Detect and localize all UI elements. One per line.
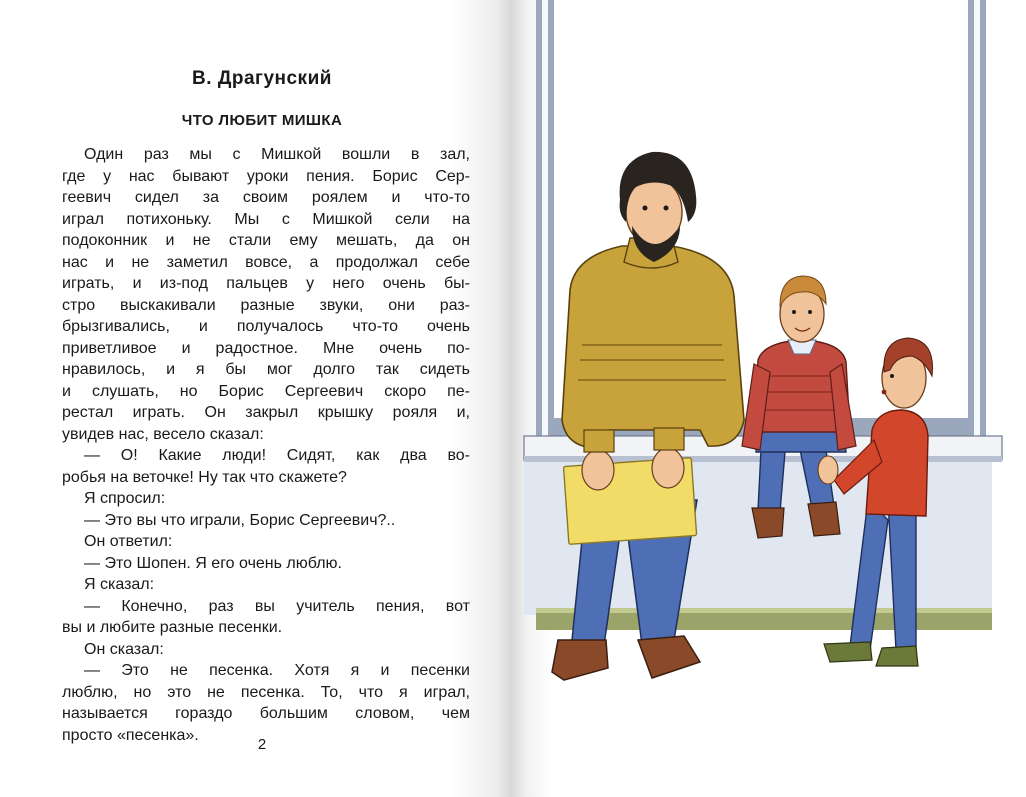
- teacher-sweater: [562, 246, 744, 448]
- text-line: нравилось, и я бы мог долго так сидеть: [62, 361, 470, 378]
- text-line: Он ответил:: [84, 533, 173, 550]
- teacher-hand-right: [652, 448, 684, 488]
- standing-boy-mouth: [882, 390, 887, 395]
- text-line: Один раз мы с Мишкой вошли в зал,: [84, 146, 470, 163]
- text-line: — Это Шопен. Я его очень люблю.: [84, 554, 342, 572]
- text-line: Я сказал:: [84, 576, 155, 593]
- text-line: брызгивались, и получалось что-то очень: [62, 318, 470, 335]
- text-line: где у нас бывают уроки пения. Борис Сер-: [62, 167, 470, 185]
- teacher-hand-left: [582, 450, 614, 490]
- text-line: геевич сидел за своим роялем и что-то: [62, 189, 470, 206]
- teacher-cuff-right: [654, 428, 684, 450]
- text-line: рестал играть. Он закрыл крышку рояля и,: [62, 404, 470, 421]
- text-line: Я спросил:: [84, 490, 166, 507]
- story-title: ЧТО ЛЮБИТ МИШКА: [181, 112, 343, 129]
- text-line: увидев нас, весело сказал:: [62, 425, 264, 443]
- window-frame-left-highlight: [542, 0, 548, 440]
- right-page: [512, 0, 1026, 797]
- page-number: 2: [257, 736, 267, 753]
- teacher-eye-left: [643, 206, 648, 211]
- text-line: и слушать, но Борис Сергеевич скоро пе-: [62, 382, 470, 400]
- text-line: — Конечно, раз вы учитель пения, вот: [84, 597, 470, 615]
- text-line: играть, и из-под пальцев у него очень бы-: [62, 275, 470, 292]
- text-line: — Это не песенка. Хотя я и песенки: [84, 662, 470, 679]
- standing-boy-eye: [890, 374, 894, 378]
- sitting-boy-shoe-right: [808, 502, 840, 536]
- sitting-boy-shoe-left: [752, 508, 784, 538]
- story-illustration: [512, 0, 1026, 797]
- text-line: подоконник и не стали ему мешать, да он: [62, 232, 470, 249]
- sitting-boy-eye-left: [792, 310, 796, 314]
- text-line: Он сказал:: [84, 640, 164, 658]
- author-name: В. Драгунский: [192, 68, 332, 89]
- text-line: приветливое и радостное. Мне очень по-: [62, 339, 470, 357]
- sitting-boy-eye-right: [808, 310, 812, 314]
- text-line: вы и любите разные песенки.: [62, 619, 283, 636]
- text-line: называется гораздо большим словом, чем: [62, 705, 470, 722]
- teacher-shoe-right: [638, 636, 700, 678]
- text-line: люблю, но это не песенка. То, что я играл,: [62, 683, 470, 701]
- text-line: играл потихоньку. Мы с Мишкой сели на: [62, 210, 470, 228]
- text-line: нас и не заметил вовсе, а продолжал себе: [62, 253, 470, 271]
- standing-boy-hand: [818, 456, 838, 484]
- text-line: просто «песенка».: [62, 726, 199, 744]
- text-line: — Это вы что играли, Борис Сергеевич?..: [84, 511, 396, 529]
- text-line: робья на веточке! Ну так что скажете?: [62, 468, 347, 486]
- teacher-eye-right: [664, 206, 669, 211]
- text-line: стро выскакивали разные звуки, они раз-: [62, 296, 470, 314]
- text-line: — О! Какие люди! Сидят, как два во-: [84, 447, 470, 464]
- standing-boy-shoe-left: [824, 642, 872, 662]
- teacher-cuff-left: [584, 430, 614, 452]
- left-page: [0, 0, 512, 797]
- window-frame-right-highlight: [974, 0, 980, 440]
- teacher-shoe-left: [552, 640, 608, 680]
- story-text: [62, 144, 470, 746]
- standing-boy-shoe-right: [876, 646, 918, 666]
